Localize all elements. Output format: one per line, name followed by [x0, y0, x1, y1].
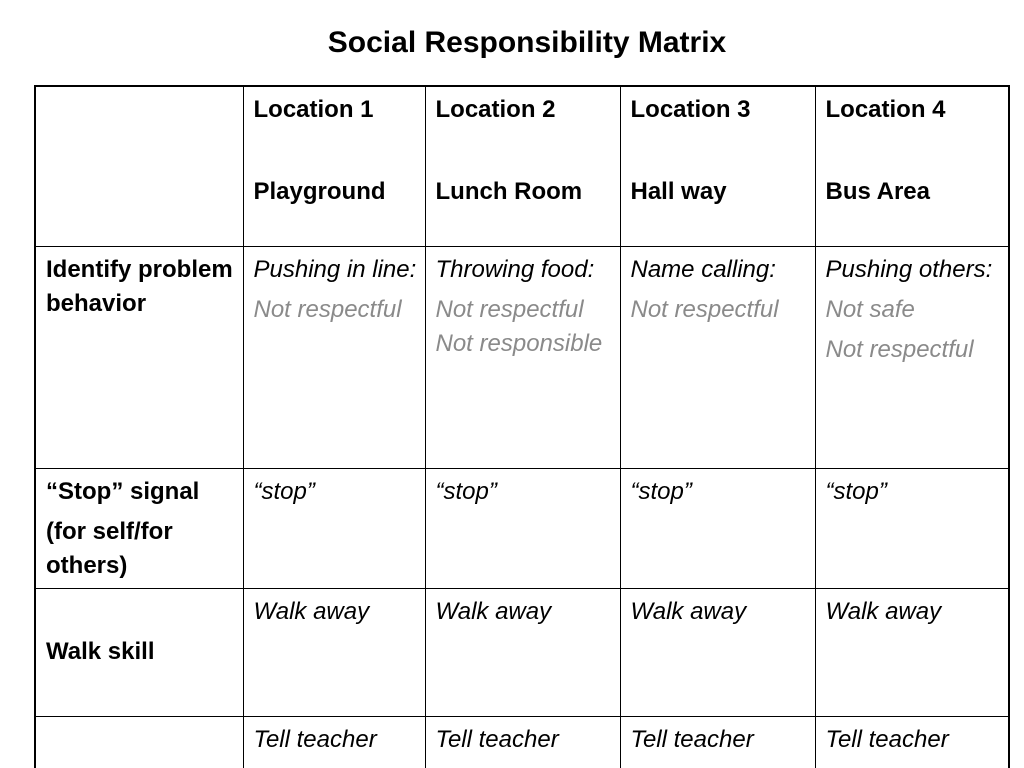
table-row-identify [35, 246, 1009, 468]
cell-text: “stop” [435, 477, 497, 505]
responsibility-matrix-table [34, 85, 1010, 768]
location-name: Hall way [630, 178, 727, 205]
table-cell [620, 468, 815, 588]
row-label: Identify problem behavior [46, 255, 233, 317]
table-cell [815, 588, 1009, 716]
location-name: Playground [253, 178, 386, 205]
behavior-text: Throwing food: [435, 255, 595, 283]
location-name: Lunch Room [435, 178, 583, 205]
corner-cell [35, 86, 243, 246]
behavior-note: Not responsible [435, 329, 603, 357]
table-row-talk [35, 716, 1009, 768]
table-cell [815, 716, 1009, 768]
cell-text: “stop” [630, 477, 692, 505]
table-cell [620, 246, 815, 468]
behavior-note: Not respectful [825, 335, 974, 363]
column-header-location-1 [243, 86, 425, 246]
table-row-stop [35, 468, 1009, 588]
table-cell [243, 588, 425, 716]
table-row-walk [35, 588, 1009, 716]
cell-text: Tell teacher [630, 725, 754, 753]
header-row [35, 86, 1009, 246]
table-cell [243, 716, 425, 768]
location-name: Bus Area [825, 178, 930, 205]
row-label-cell [35, 716, 243, 768]
table-cell [425, 246, 620, 468]
page-title: Social Responsibility Matrix [327, 26, 727, 59]
cell-text: Walk away [253, 597, 370, 625]
column-header-location-4 [815, 86, 1009, 246]
row-label: Walk skill [46, 637, 155, 665]
cell-text: Tell teacher [825, 725, 949, 753]
location-number: Location 3 [630, 96, 751, 123]
behavior-note: Not respectful [253, 295, 402, 323]
cell-text: Tell teacher [435, 725, 559, 753]
table-cell [620, 588, 815, 716]
cell-text: Walk away [630, 597, 747, 625]
cell-text: Walk away [435, 597, 552, 625]
table-cell [243, 468, 425, 588]
behavior-note: Not respectful [435, 295, 584, 323]
behavior-note: Not respectful [630, 295, 779, 323]
behavior-text: Name calling: [630, 255, 776, 283]
column-header-location-3 [620, 86, 815, 246]
behavior-note: Not safe [825, 295, 915, 323]
cell-text: “stop” [825, 477, 887, 505]
row-label: “Stop” signal [46, 477, 200, 505]
row-label-cell [35, 246, 243, 468]
cell-text: Walk away [825, 597, 942, 625]
table-cell [425, 468, 620, 588]
table-cell [243, 246, 425, 468]
behavior-text: Pushing in line: [253, 255, 417, 283]
row-label-sub: (for self/for others) [46, 517, 173, 579]
row-label-cell [35, 468, 243, 588]
table-cell [815, 246, 1009, 468]
location-number: Location 1 [253, 96, 374, 123]
location-number: Location 4 [825, 96, 946, 123]
table-cell [815, 468, 1009, 588]
table-cell [620, 716, 815, 768]
cell-text: Tell teacher [253, 725, 377, 753]
row-label-cell [35, 588, 243, 716]
table-cell [425, 588, 620, 716]
location-number: Location 2 [435, 96, 556, 123]
cell-text: “stop” [253, 477, 315, 505]
behavior-text: Pushing others: [825, 255, 993, 283]
column-header-location-2 [425, 86, 620, 246]
table-cell [425, 716, 620, 768]
